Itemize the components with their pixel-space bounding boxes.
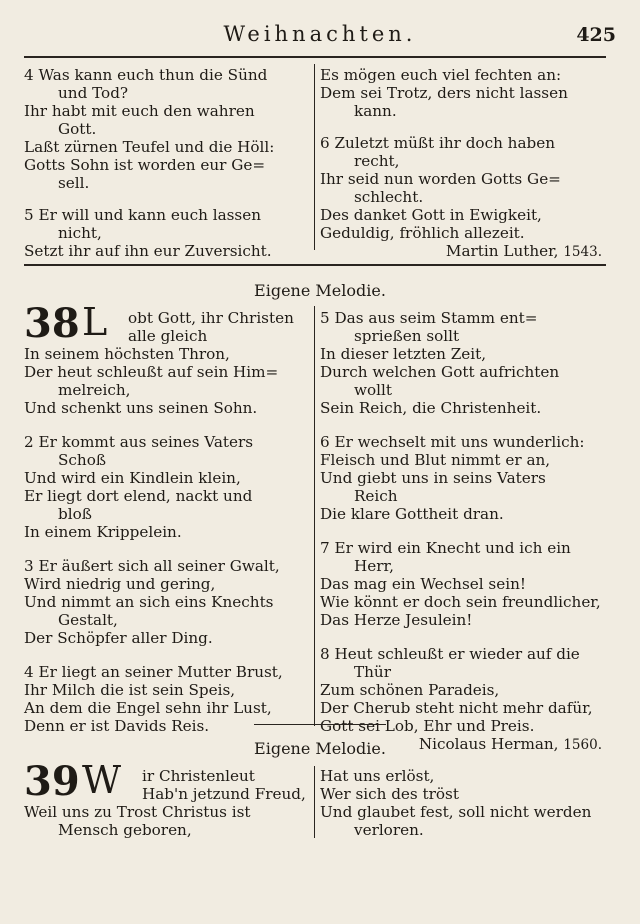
stanza-5 <box>24 206 310 260</box>
verse-line: Er liegt an seiner Mutter Brust, <box>38 663 283 681</box>
author-name: Martin Luther, <box>445 242 559 260</box>
verse-line: An dem die Engel sehn ihr Lust, <box>24 699 272 717</box>
stanza-continued <box>320 66 608 120</box>
verse-line: Fleisch und Blut nimmt er an, <box>320 451 551 469</box>
drop-cap: W <box>82 758 122 802</box>
hymn-number: 39 <box>24 758 80 805</box>
stanza-number: 8 <box>320 645 330 663</box>
verse-line: melreich, <box>58 381 131 399</box>
verse-line: Hab'n jetzund Freud, <box>142 785 306 803</box>
verse-line: Der Cherub steht nicht mehr dafür, <box>320 699 593 717</box>
stanza-number: 4 <box>24 663 34 681</box>
verse-line: wollt <box>354 381 392 399</box>
verse-line: Er kommt aus seines Vaters <box>38 433 254 451</box>
author-year: 1543. <box>563 244 602 260</box>
stanza-1-cont <box>320 767 608 839</box>
stanza-5 <box>320 309 608 417</box>
verse-line: Hat uns erlöst, <box>320 767 435 785</box>
hymn38-right-column <box>320 309 608 754</box>
melody-heading: Eigene Melodie. <box>254 739 386 758</box>
verse-line: schlecht. <box>354 188 424 206</box>
hymn-number: 38 <box>24 300 80 347</box>
verse-line: recht, <box>354 152 400 170</box>
stanza-2 <box>24 433 310 541</box>
author-credit <box>320 242 608 261</box>
verse-line: ir Christenleut <box>142 767 255 785</box>
verse-line: und Tod? <box>58 84 129 102</box>
page-title: Weihnachten. <box>223 22 417 46</box>
verse-line: verloren. <box>354 821 424 839</box>
stanza-1 <box>24 309 310 417</box>
stanza-6 <box>320 433 608 523</box>
drop-cap: L <box>82 300 108 344</box>
verse-line: Weil uns zu Trost Christus ist <box>24 803 251 821</box>
verse-line: Der heut schleußt auf sein Him= <box>24 363 279 381</box>
section-rule <box>254 724 386 725</box>
stanza-3 <box>24 557 310 647</box>
verse-line: Wird niedrig und gering, <box>24 575 216 593</box>
stanza-1 <box>24 767 310 839</box>
verse-line: Ihr Milch die ist sein Speis, <box>24 681 236 699</box>
verse-line: Wie könnt er doch sein freundlicher, <box>320 593 601 611</box>
verse-line: In dieser letzten Zeit, <box>320 345 487 363</box>
verse-line: Dem sei Trotz, ders nicht lassen <box>320 84 568 102</box>
verse-line: In einem Krippelein. <box>24 523 182 541</box>
page-number: 425 <box>576 24 616 46</box>
verse-line: Das mag ein Wechsel sein! <box>320 575 526 593</box>
verse-line: Herr, <box>354 557 394 575</box>
verse-line: Die klare Gottheit dran. <box>320 505 504 523</box>
verse-line: sprießen sollt <box>354 327 460 345</box>
verse-line: alle gleich <box>128 327 208 345</box>
author-name: Nicolaus Herman, <box>418 735 559 753</box>
verse-line: Er will und kann euch lassen <box>38 206 261 224</box>
stanza-8 <box>320 645 608 754</box>
verse-line: Was kann euch thun die Sünd <box>38 66 268 84</box>
verse-line: bloß <box>58 505 92 523</box>
top-right-column <box>320 66 608 261</box>
verse-line: Der Schöpfer aller Ding. <box>24 629 213 647</box>
verse-line: Gotts Sohn ist worden eur Ge= <box>24 156 266 174</box>
verse-line: Zuletzt müßt ihr doch haben <box>334 134 556 152</box>
verse-line: Thür <box>354 663 391 681</box>
verse-line: Und glaubet fest, soll nicht werden <box>320 803 592 821</box>
verse-line: Reich <box>354 487 398 505</box>
verse-line: Das aus seim Stamm ent= <box>334 309 538 327</box>
hymn39-right-column <box>320 767 608 839</box>
hymn39-left-column <box>24 767 310 839</box>
stanza-7 <box>320 539 608 629</box>
column-divider <box>314 306 315 726</box>
verse-line: Wer sich des tröst <box>320 785 459 803</box>
melody-heading: Eigene Melodie. <box>254 281 386 300</box>
author-year: 1560. <box>563 737 602 753</box>
verse-line: Er wechselt mit uns wunderlich: <box>334 433 585 451</box>
stanza-number: 5 <box>24 206 34 224</box>
section-rule <box>24 264 606 266</box>
verse-line: Des danket Gott in Ewigkeit, <box>320 206 542 224</box>
verse-line: Heut schleußt er wieder auf die <box>334 645 580 663</box>
verse-line: Es mögen euch viel fechten an: <box>320 66 562 84</box>
verse-line: Setzt ihr auf ihn eur Zuversicht. <box>24 242 272 260</box>
verse-line: Sein Reich, die Christenheit. <box>320 399 542 417</box>
verse-line: Und wird ein Kindlein klein, <box>24 469 241 487</box>
verse-line: Und schenkt uns seinen Sohn. <box>24 399 258 417</box>
verse-line: Gestalt, <box>58 611 118 629</box>
stanza-number: 6 <box>320 433 330 451</box>
verse-line: Gott. <box>58 120 97 138</box>
stanza-number: 5 <box>320 309 330 327</box>
verse-line: nicht, <box>58 224 102 242</box>
column-divider <box>314 64 315 250</box>
stanza-number: 7 <box>320 539 330 557</box>
header-rule <box>24 56 606 58</box>
column-divider <box>314 766 315 838</box>
top-left-column <box>24 66 310 260</box>
verse-line: Gott sei Lob, Ehr und Preis. <box>320 717 535 735</box>
verse-line: Schoß <box>58 451 106 469</box>
verse-line: obt Gott, ihr Christen <box>128 309 294 327</box>
stanza-number: 3 <box>24 557 34 575</box>
verse-line: Mensch geboren, <box>58 821 192 839</box>
verse-line: Das Herze Jesulein! <box>320 611 473 629</box>
verse-line: Geduldig, fröhlich allezeit. <box>320 224 525 242</box>
verse-line: Ihr habt mit euch den wahren <box>24 102 255 120</box>
verse-line: Er äußert sich all seiner Gwalt, <box>38 557 280 575</box>
verse-line: Denn er ist Davids Reis. <box>24 717 210 735</box>
verse-line: Zum schönen Paradeis, <box>320 681 500 699</box>
stanza-4 <box>24 66 310 192</box>
stanza-number: 6 <box>320 134 330 152</box>
verse-line: Er liegt dort elend, nackt und <box>24 487 253 505</box>
verse-line: In seinem höchsten Thron, <box>24 345 230 363</box>
verse-line: Durch welchen Gott aufrichten <box>320 363 560 381</box>
verse-line: Er wird ein Knecht und ich ein <box>334 539 571 557</box>
verse-line: Laßt zürnen Teufel und die Höll: <box>24 138 275 156</box>
verse-line: Und nimmt an sich eins Knechts <box>24 593 274 611</box>
stanza-number: 2 <box>24 433 34 451</box>
verse-line: Und giebt uns in seins Vaters <box>320 469 546 487</box>
verse-line: sell. <box>58 174 90 192</box>
hymn38-left-column <box>24 309 310 735</box>
verse-line: Ihr seid nun worden Gotts Ge= <box>320 170 561 188</box>
stanza-6 <box>320 134 608 261</box>
stanza-number: 4 <box>24 66 34 84</box>
verse-line: kann. <box>354 102 397 120</box>
